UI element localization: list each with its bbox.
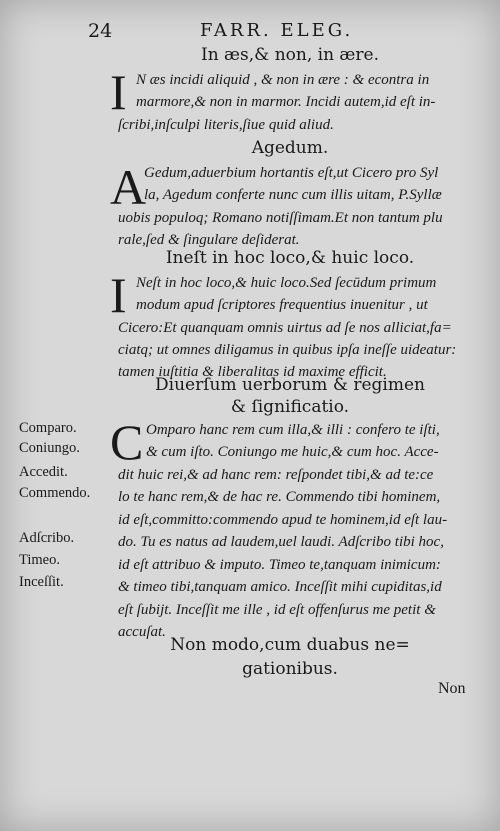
drop-cap: C xyxy=(110,414,144,470)
text-line: modum apud ſcriptores frequentius inuenitur , ut xyxy=(136,297,428,313)
margin-note: Coniungo. xyxy=(19,440,80,456)
text-line: id eſt,committo:commendo apud te hominem,id eſt lau- xyxy=(118,512,448,528)
text-line: id eſt attribuo & imputo. Timeo te,tanquam inimicum: xyxy=(118,557,441,573)
text-line: accuſat. xyxy=(118,624,166,640)
margin-note: Comparo. xyxy=(19,420,77,436)
text-line: Omparo hanc rem cum illa,& illi : confero te iſti, xyxy=(146,422,440,438)
drop-cap: I xyxy=(110,267,127,323)
text-line: N æs incidi aliquid , & non in ære : & econtra in xyxy=(136,72,430,88)
text-line: Neſt in hoc loco,& huic loco.Sed ſecūdum primum xyxy=(136,275,437,291)
text-line: rale,ſed & ſingulare deſiderat. xyxy=(118,232,300,248)
section-heading: & ſignificatio. xyxy=(230,397,350,417)
section-heading: gationibus. xyxy=(242,659,338,679)
section-heading: In æs,& non, in ære. xyxy=(200,45,379,65)
catchword: Non xyxy=(438,680,466,697)
section-heading: Non modo,cum duabus ne= xyxy=(170,635,410,655)
page-number: 24 xyxy=(88,20,113,42)
section-heading: Diuerſum uerborum & regimen xyxy=(155,375,425,395)
text-line: lo te hanc rem,& de hac re. Commendo tibi hominem, xyxy=(118,489,441,505)
text-line: uobis populoq; Romano notiſſimam.Et non tantum plu xyxy=(118,210,443,226)
text-line: Cicero:Et quanquam omnis uirtus ad ſe nos alliciat,fa= xyxy=(118,320,452,336)
margin-note: Accedit. xyxy=(19,464,68,480)
margin-note: Commendo. xyxy=(19,485,91,501)
text-line: & cum iſto. Coniungo me huic,& cum hoc. Acce- xyxy=(146,444,439,460)
text-line: ſcribi,inſculpi literis,ſiue quid aliud. xyxy=(118,117,334,133)
margin-note: Timeo. xyxy=(19,552,60,568)
text-line: do. Tu es natus ad laudem,uel laudi. Adſcribo tibi hoc, xyxy=(118,534,444,550)
text-line: dit huic rei,& ad hanc rem: reſpondet tibi,& ad te:ce xyxy=(118,467,434,483)
margin-note: Inceſſit. xyxy=(19,574,64,590)
text-line: & timeo tibi,tanquam amico. Inceſſit mihi cupiditas,id xyxy=(118,579,442,595)
margin-note: Adſcribo. xyxy=(19,530,75,546)
text-line: marmore,& non in marmor. Incidi autem,id eſt in- xyxy=(136,94,436,110)
text-line: ciatq; ut omnes diligamus in quibus ipſa ineſſe uideatur: xyxy=(118,342,457,358)
drop-cap: A xyxy=(110,159,147,215)
text-line: tamen iuſtitia & liberalitas id maxime efficit. xyxy=(118,364,387,380)
section-heading: Ineſt in hoc loco,& huic loco. xyxy=(165,248,415,268)
drop-cap: I xyxy=(110,64,127,120)
text-line: Gedum,aduerbium hortantis eſt,ut Cicero pro Syl xyxy=(144,165,439,181)
page-header xyxy=(0,20,500,44)
running-title: FARR. ELEG. xyxy=(200,20,354,41)
text-line: eſt ſubijt. Inceſſit me ille , id eſt offenſurus me petit & xyxy=(118,602,436,618)
section-heading: Agedum. xyxy=(251,138,329,158)
text-line: la, Agedum conferte nunc cum illis uitam, P.Syllæ xyxy=(144,187,442,203)
